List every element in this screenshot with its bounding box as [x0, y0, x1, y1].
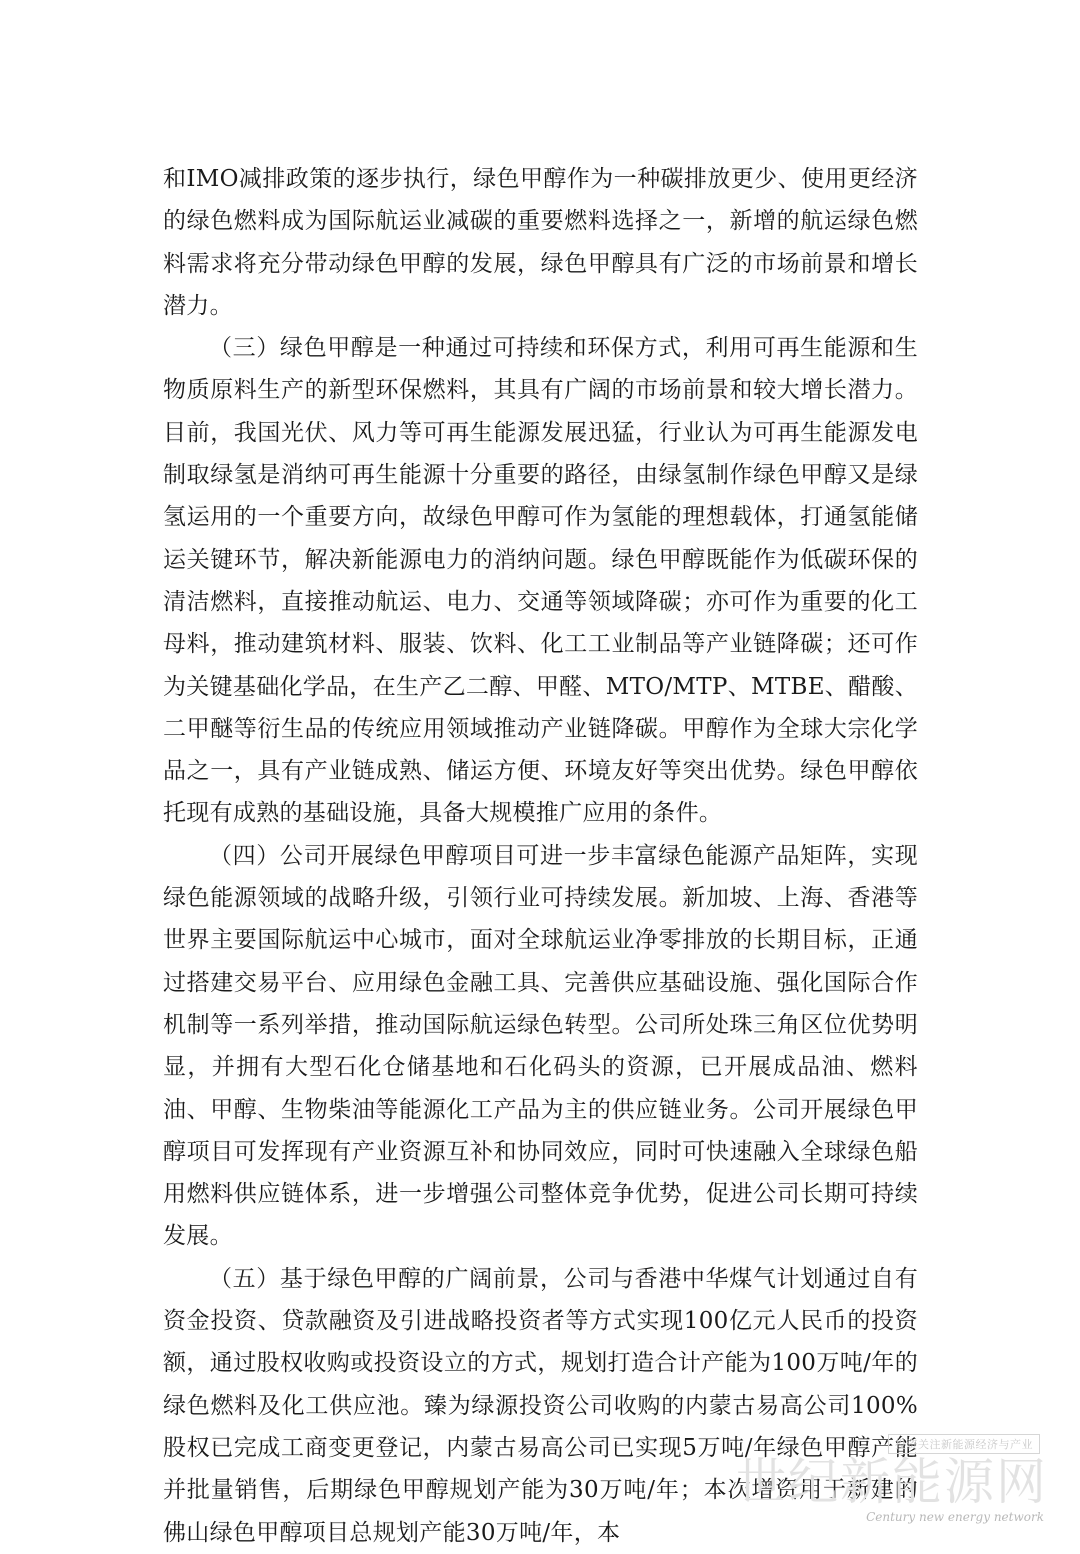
paragraph-1: 和IMO减排政策的逐步执行，绿色甲醇作为一种碳排放更少、使用更经济的绿色燃料成为国际航运业减碳的重要燃料选择之一，新增的航运绿色燃料需求将充分带动绿色甲醇的发展，绿色甲醇具有广泛的市场前景和增长潜力。 — [163, 166, 918, 319]
paragraph-2: （三）绿色甲醇是一种通过可持续和环保方式，利用可再生能源和生物质原料生产的新型环保燃料，其具有广阔的市场前景和较大增长潜力。目前，我国光伏、风力等可再生能源发展迅猛，行业认为可再生能源发电制取绿氢是消纳可再生能源十分重要的路径，由绿氢制作绿色甲醇又是绿氢运用的一个重要方向，故绿色甲醇可作为氢能的理想载体，打通氢能储运关键环节，解决新能源电力的消纳问题。绿色甲醇既能作为低碳环保的清洁燃料，直接推动航运、电力、交通等领域降碳；亦可作为重要的化工母料，推动建筑材料、服装、饮料、化工工业制品等产业链降碳；还可作为关键基础化学品，在生产乙二醇、甲醛、MTO/MTP、MTBE、醋酸、二甲醚等衍生品的传统应用领域推动产业链降碳。甲醇作为全球大宗化学品之一，具有产业链成熟、储运方便、环境友好等突出优势。绿色甲醇依托现有成熟的基础设施，具备大规模推广应用的条件。 — [163, 335, 918, 827]
paragraph-3: （四）公司开展绿色甲醇项目可进一步丰富绿色能源产品矩阵，实现绿色能源领域的战略升级，引领行业可持续发展。新加坡、上海、香港等世界主要国际航运中心城市，面对全球航运业净零排放的长期目标，正通过搭建交易平台、应用绿色金融工具、完善供应基础设施、强化国际合作机制等一系列举措，推动国际航运绿色转型。公司所处珠三角区位优势明显，并拥有大型石化仓储基地和石化码头的资源，已开展成品油、燃料油、甲醇、生物柴油等能源化工产品为主的供应链业务。公司开展绿色甲醇项目可发挥现有产业资源互补和协同效应，同时可快速融入全球绿色船用燃料供应链体系，进一步增强公司整体竞争优势，促进公司长期可持续发展。 — [163, 842, 918, 1250]
watermark-logo — [736, 1434, 1058, 1534]
watermark-title: 世纪新能源网 — [736, 1453, 1048, 1511]
body-text — [163, 158, 918, 1554]
watermark-subtitle: Century new energy network — [866, 1510, 1044, 1524]
paragraph-4: （五）基于绿色甲醇的广阔前景，公司与香港中华煤气计划通过自有资金投资、贷款融资及引进战略投资者等方式实现100亿元人民币的投资额，通过股权收购或投资设立的方式，规划打造合计产能为100万吨/年的绿色燃料及化工供应池。臻为绿源投资公司收购的内蒙古易高公司100%股权已完成工商变更登记，内蒙古易高公司已实现5万吨/年绿色甲醇产能并批量销售，后期绿色甲醇规划产能为30万吨/年；本次增资用于新建的佛山绿色甲醇项目总规划产能30万吨/年，本 — [163, 1265, 918, 1546]
watermark-tagline: 投资关注新能源经济与产业 — [888, 1434, 1040, 1454]
